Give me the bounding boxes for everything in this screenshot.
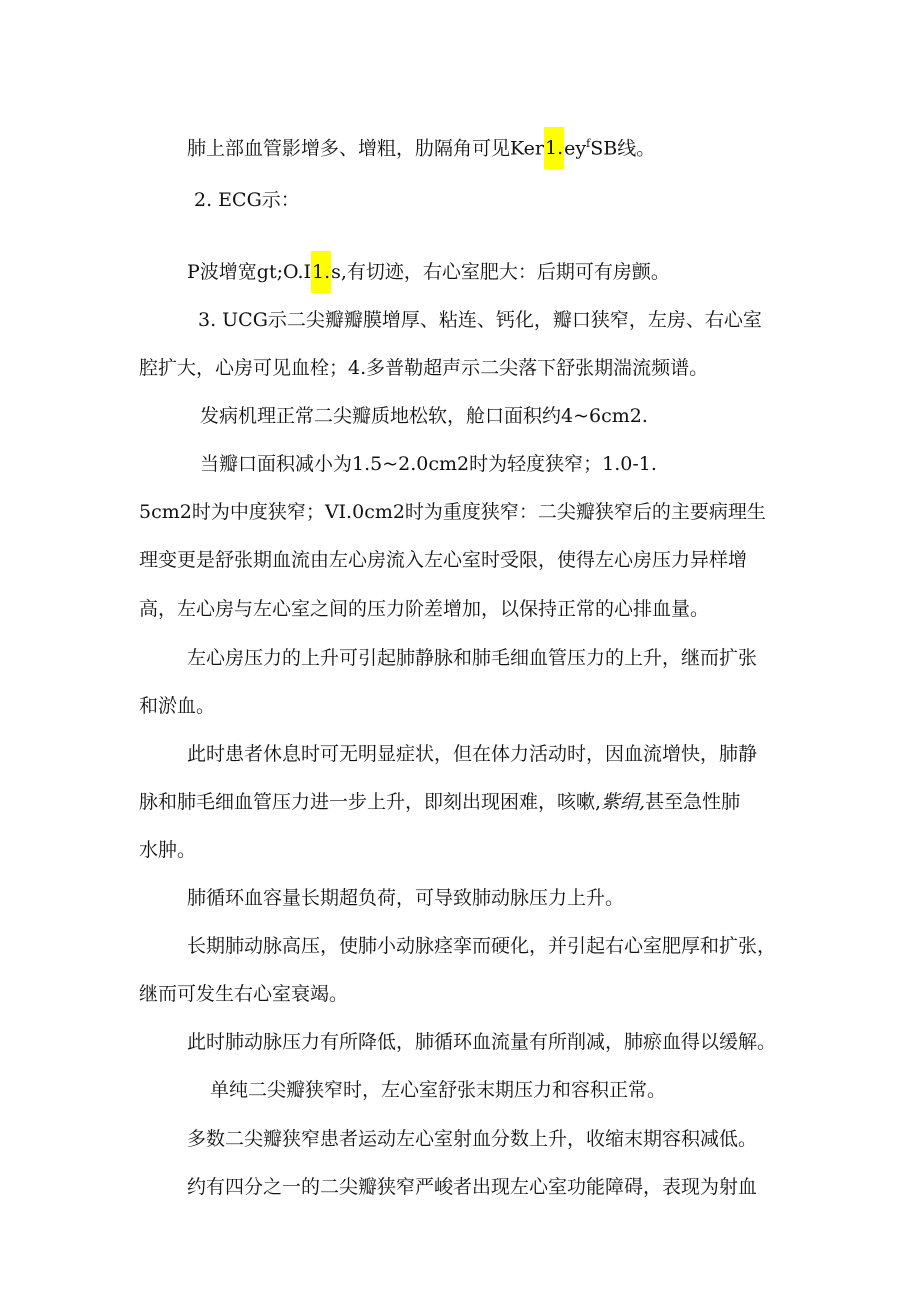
paragraph-line: 此时患者休息时可无明显症状，但在体力活动时，因血流增快，肺静 <box>187 743 758 765</box>
paragraph-line: 当瓣口面积减小为1.5~2.0cm2时为轻度狭窄；1.0-1. <box>200 453 657 475</box>
paragraph-line: 继而可发生右心室衰竭。 <box>139 983 349 1005</box>
text-run: 甚至急性肺 <box>645 791 741 813</box>
paragraph-line: 此时肺动脉压力有所降低，肺循环血流量有所削减，肺瘀血得以缓解。 <box>187 1031 777 1053</box>
paragraph-line <box>187 260 670 284</box>
paragraph-line: 单纯二尖瓣狭窄时，左心室舒张末期压力和容积正常。 <box>210 1079 667 1101</box>
paragraph-line: 高，左心房与左心室之间的压力阶差增加，以保持正常的心排血量。 <box>139 598 710 620</box>
paragraph-line: 多数二尖瓣狭窄患者运动左心室射血分数上升，收缩末期容积减低。 <box>187 1128 758 1150</box>
paragraph-line: 长期肺动脉高压，使肺小动脉痉挛而硬化，并引起右心室肥厚和扩张， <box>187 935 777 957</box>
paragraph-line: 腔扩大，心房可见血栓；4.多普勒超声示二尖落下舒张期湍流频谱。 <box>139 357 709 379</box>
list-item-heading: 2. ECG示： <box>194 189 300 211</box>
paragraph-line: 约有四分之一的二尖瓣狭窄严峻者出现左心室功能障碍，表现为射血 <box>187 1176 758 1198</box>
text-run: ey <box>564 137 587 160</box>
paragraph-line: 水肿。 <box>139 839 197 861</box>
paragraph-line: 左心房压力的上升可引起肺静脉和肺毛细血管压力的上升，继而扩张 <box>187 647 758 669</box>
text-run: P波增宽gt;O.I <box>187 261 311 283</box>
paragraph-line: 3. UCG示二尖瓣瓣膜增厚、粘连、钙化，瓣口狭窄，左房、右心室 <box>198 309 762 331</box>
paragraph-line <box>139 790 740 814</box>
text-run: SB线。 <box>590 137 656 160</box>
paragraph-line: 理变更是舒张期血流由左心房流入左心室时受限，使得左心房压力异样增 <box>139 549 748 571</box>
paragraph-line: 5cm2时为中度狭窄；VI.0cm2时为重度狭窄：二尖瓣狭窄后的主要病理生 <box>139 501 766 523</box>
paragraph-line: 肺循环血容量长期超负荷，可导致肺动脉压力上升。 <box>187 887 625 909</box>
text-run: 肺上部血管影增多、增粗，肋隔角可见Ker <box>187 137 545 160</box>
paragraph-line: 和淤血。 <box>139 695 216 717</box>
highlighted-text: 1. <box>544 127 564 169</box>
text-run: s,有切迹，右心室肥大：后期可有房颤。 <box>331 261 670 283</box>
italic-text: 紫绢, <box>601 791 646 813</box>
superscript-text: f <box>586 137 591 150</box>
text-run: 脉和肺毛细血管压力进一步上升，即刻出现困难，咳嗽, <box>139 791 602 813</box>
highlighted-text: 1. <box>311 251 331 293</box>
paragraph-line: 发病机理正常二尖瓣质地松软，舱口面积约4~6cm2. <box>200 405 648 427</box>
paragraph-line <box>187 132 655 160</box>
